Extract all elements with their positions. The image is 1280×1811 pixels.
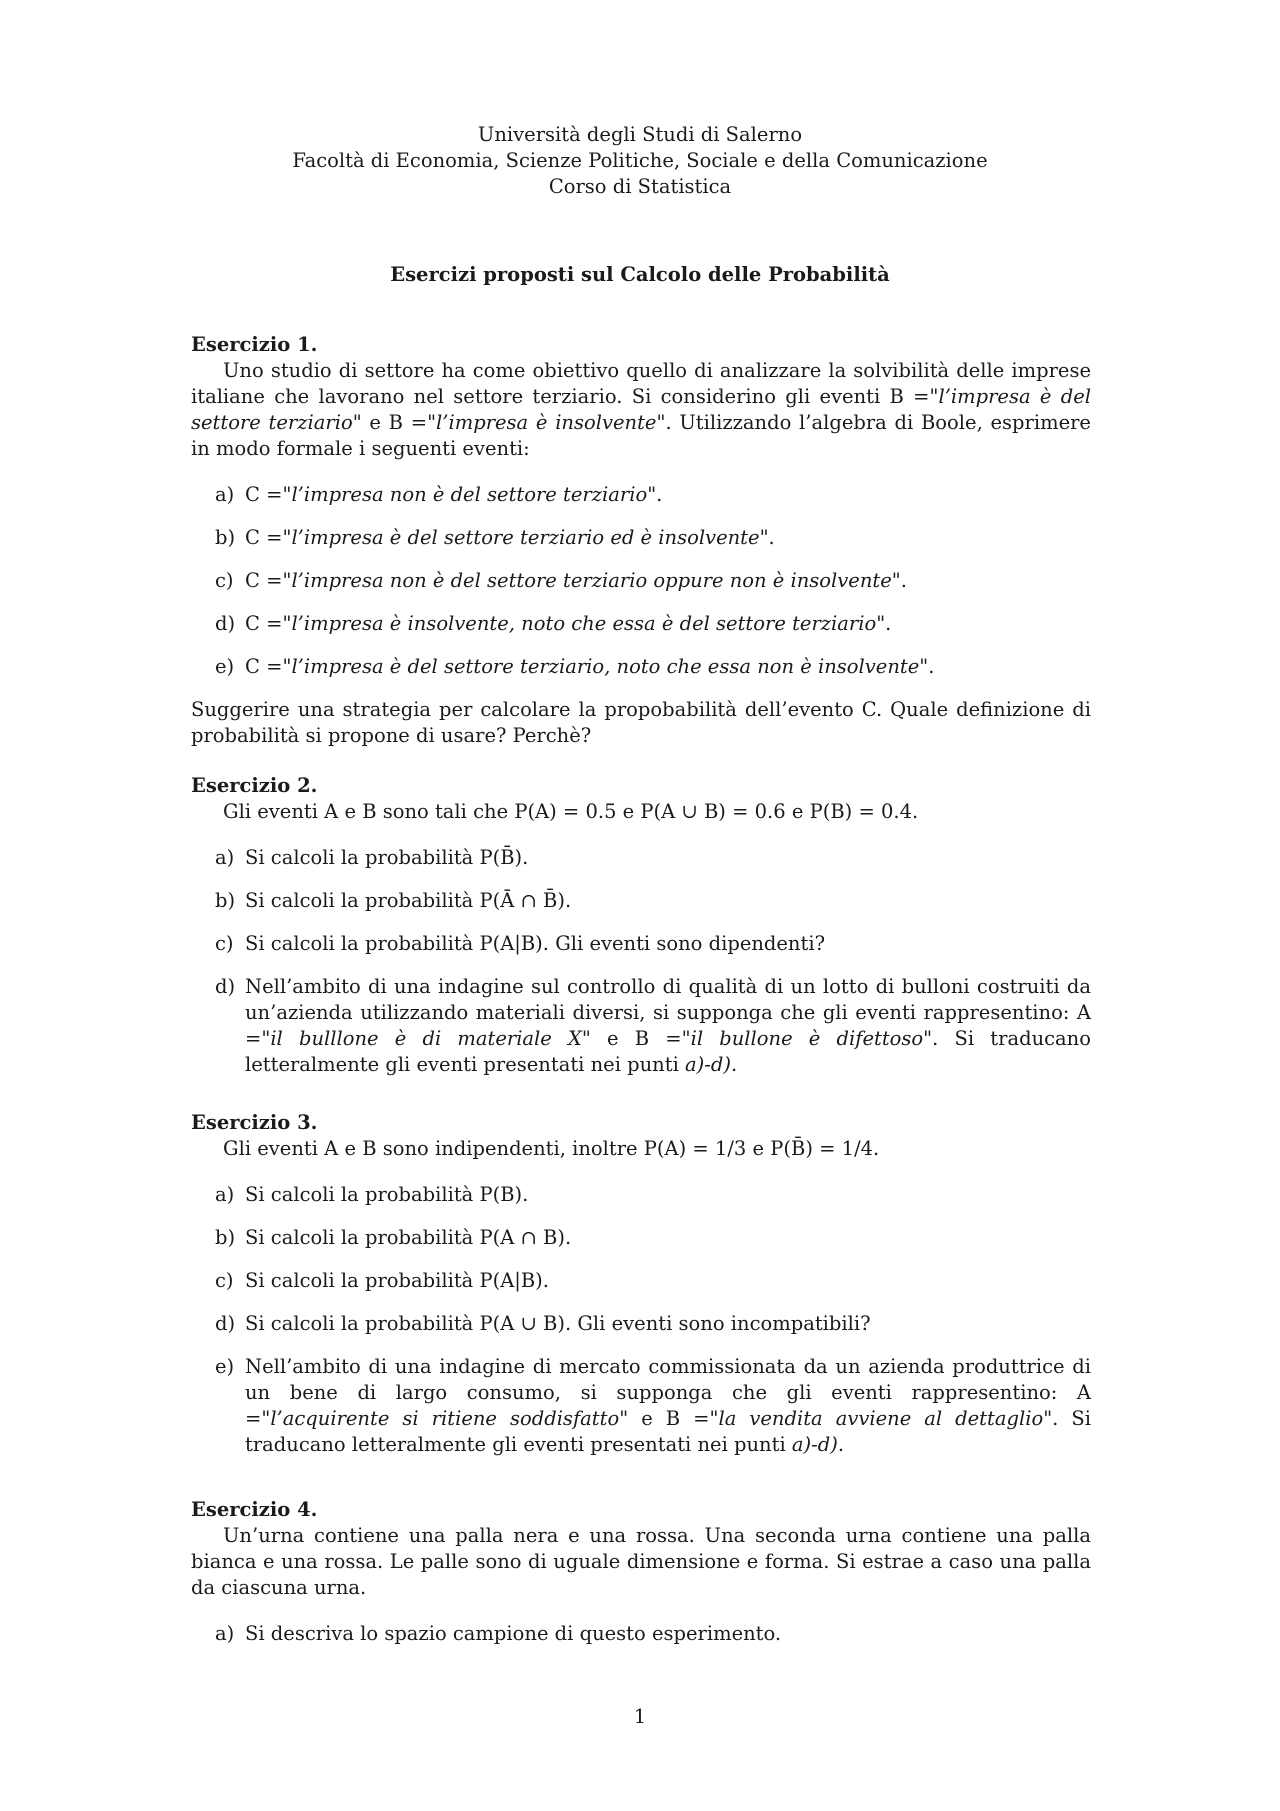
exercise-3-item-e: e) Nell’ambito di una indagine di mercato commissionata da un azienda produttrice di un bene di largo consumo, si supponga che gli eventi rappresentino: A ="l’acquirente si ritiene soddisfatto" e B ="la vendita avviene al dettaglio". Si traducano letteralmente gli eventi presentati nei punti a)-d). [215, 1355, 1091, 1456]
exercise-1-item-d: d) C ="l’impresa è insolvente, noto che essa è del settore terziario". [215, 612, 892, 635]
document-title: Esercizi proposti sul Calcolo delle Probabilità [390, 263, 890, 286]
exercise-1-item-a: a) C ="l’impresa non è del settore terziario". [215, 483, 663, 506]
exercise-3-item-d: d) Si calcoli la probabilità P(A ∪ B). Gli eventi sono incompatibili? [215, 1312, 871, 1335]
exercise-1 [191, 332, 1091, 749]
exercise-2 [191, 773, 1091, 1078]
exercise-3 [191, 1110, 1091, 1458]
exercise-4 [191, 1497, 1091, 1647]
exercise-3-intro: Gli eventi A e B sono indipendenti, inoltre P(A) = 1/3 e P(B̄) = 1/4. [223, 1137, 880, 1160]
faculty-name: Facoltà di Economia, Scienze Politiche, Sociale e della Comunicazione [292, 149, 988, 172]
page-number: 1 [633, 1705, 647, 1728]
exercise-2-item-a: a) Si calcoli la probabilità P(B̄). [215, 846, 529, 869]
exercise-1-item-e: e) C ="l’impresa è del settore terziario, noto che essa non è insolvente". [215, 655, 935, 678]
exercise-3-title: Esercizio 3. [191, 1111, 318, 1134]
university-name: Università degli Studi di Salerno [477, 123, 803, 146]
exercise-1-closing: Suggerire una strategia per calcolare la propobabilità dell’evento C. Quale definizione di probabilità si propone di usare? Perchè? [191, 698, 1091, 747]
exercise-4-intro: Un’urna contiene una palla nera e una rossa. Una seconda urna contiene una palla bianca e una rossa. Le palle sono di uguale dimensione e forma. Si estrae a caso una palla da ciascuna urna. [191, 1524, 1091, 1599]
exercise-1-item-c: c) C ="l’impresa non è del settore terziario oppure non è insolvente". [215, 569, 907, 592]
exercise-2-title: Esercizio 2. [191, 774, 318, 797]
exercise-1-intro: Uno studio di settore ha come obiettivo quello di analizzare la solvibilità delle imprese italiane che lavorano nel settore terziario. Si considerino gli eventi B ="l’impresa è del settore terziario" e B ="l’impresa è insolvente". Utilizzando l’algebra di Boole, esprimere in modo formale i seguenti eventi: [191, 359, 1091, 460]
exercise-3-item-c: c) Si calcoli la probabilità P(A|B). [215, 1269, 549, 1292]
exercise-4-item-a: a) Si descriva lo spazio campione di questo esperimento. [215, 1622, 782, 1645]
exercise-4-title: Esercizio 4. [191, 1498, 318, 1521]
document-header [0, 122, 1280, 200]
exercise-3-item-a: a) Si calcoli la probabilità P(B). [215, 1183, 529, 1206]
exercise-2-intro: Gli eventi A e B sono tali che P(A) = 0.5 e P(A ∪ B) = 0.6 e P(B) = 0.4. [223, 800, 919, 823]
exercise-3-item-b: b) Si calcoli la probabilità P(A ∩ B). [215, 1226, 572, 1249]
exercise-2-item-c: c) Si calcoli la probabilità P(A|B). Gli eventi sono dipendenti? [215, 932, 826, 955]
exercise-1-item-b: b) C ="l’impresa è del settore terziario ed è insolvente". [215, 526, 775, 549]
exercise-2-item-b: b) Si calcoli la probabilità P(Ā ∩ B̄). [215, 889, 572, 912]
exercise-1-title: Esercizio 1. [191, 333, 318, 356]
exercise-2-item-d: d) Nell’ambito di una indagine sul controllo di qualità di un lotto di bulloni costruiti da un’azienda utilizzando materiali diversi, si supponga che gli eventi rappresentino: A ="il bulllone è di materiale X" e B ="il bullone è difettoso". Si traducano letteralmente gli eventi presentati nei punti a)-d). [215, 975, 1091, 1076]
course-name: Corso di Statistica [548, 175, 732, 198]
